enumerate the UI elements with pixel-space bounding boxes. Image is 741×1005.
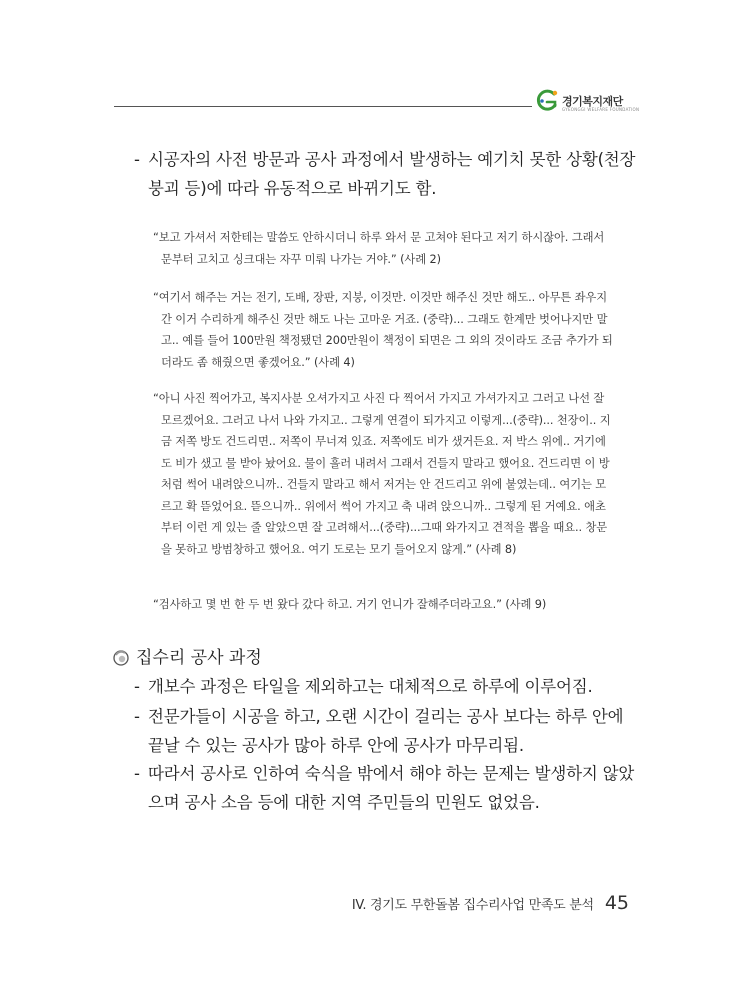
header-rule [114,106,532,107]
interview-quote [153,388,615,560]
bullet-dash: - [134,764,140,783]
quote-text: “여기서 해주는 거는 전기, 도배, 장판, 지붕, 이것만. 이것만 해주신 것만 해도.. 아무튼 좌우지간 이거 수리하게 해주신 것만 해도 나는 고마운 거죠. (중략)... 그래도 한계만 벗어나지만 말고.. 예를 들어 100만원 책정됐던 200만원이 책정이 되면은 그 외의 것이라도 조금 추가가 되더라도 좀 해줬으면 좋겠어요.” (사례 4) [153,291,613,369]
page-number: 45 [604,892,629,914]
bullet-ring-icon [112,649,130,667]
page-footer [352,892,629,914]
quote-text: “아니 사진 찍어가고, 복지사분 오셔가지고 사진 다 찍어서 가지고 가셔가지고 그러고 나선 잘 모르겠어요. 그러고 나서 나와 가지고.. 그렇게 연결이 되가지고 이렇게...(중략)... 천장이.. 지금 저쪽 방도 건드리면.. 저쪽이 무너져 있죠. 저쪽에도 비가 샜거든요. 저 박스 위에.. 거기에도 비가 샜고 물 받아 놨어요. 물이 흘러 내려서 그래서 건들지 말라고 했어요. 건드리면 이 방처럼 썩어 내려앉으니까.. 건들지 말라고 해서 저거는 안 건드리고 위에 붙였는데.. 여기는 모르고 확 뜯었어요. 뜯으니까.. 위에서 썩어 가지고 축 내려 앉으니까.. 그렇게 된 거예요. 애초부터 이런 게 있는 줄 알았으면 잘 고려해서...(중략)...그때 와가지고 견적을 뽑을 때요.. 창문을 못하고 방범창하고 했어요. 여기 도로는 모기 들어오지 않게.” (사례 8) [153,392,611,556]
bullet-text: 개보수 과정은 타일을 제외하고는 대체적으로 하루에 이루어짐. [148,677,593,696]
bullet-text: 전문가들이 시공을 하고, 오랜 시간이 걸리는 공사 보다는 하루 안에 끝날 수 있는 공사가 많아 하루 안에 공사가 마무리됨. [148,707,624,755]
section-title: 집수리 공사 과정 [136,648,262,668]
bullet-text: 따라서 공사로 인하여 숙식을 밖에서 해야 하는 문제는 발생하지 않았으며 공사 소음 등에 대한 지역 주민들의 민원도 없었음. [148,764,635,812]
interview-quote [153,227,615,270]
bullet-text: 시공자의 사전 방문과 공사 과정에서 발생하는 예기치 못한 상황(천장 붕괴 등)에 따라 유동적으로 바뀌기도 함. [148,150,636,198]
logo-mark-icon [534,88,560,114]
bullet-item [134,672,644,701]
bullet-item [134,759,644,817]
bullet-dash: - [134,150,140,169]
quote-text: “검사하고 몇 번 한 두 번 왔다 갔다 하고. 거기 언니가 잘해주더라고요.” (사례 9) [153,598,547,611]
interview-quote [153,594,615,616]
bullet-dash: - [134,707,140,726]
bullet-dash: - [134,677,140,696]
foundation-logo [534,88,644,116]
bullet-item [134,702,644,760]
interview-quote [153,287,615,373]
footer-chapter: IV. 경기도 무한돌봄 집수리사업 만족도 분석 [351,898,594,913]
bullet-item [134,145,644,203]
logo-subtitle: GYEONGGI WELFARE FOUNDATION [562,107,640,112]
quote-text: “보고 가셔서 저한테는 말씀도 안하시더니 하루 와서 문 고쳐야 된다고 저기 하시잖아. 그래서 문부터 고치고 싱크대는 자꾸 미뤄 나가는 거야.” (사례 2) [153,231,605,266]
logo-name: 경기복지재단 [562,95,623,108]
